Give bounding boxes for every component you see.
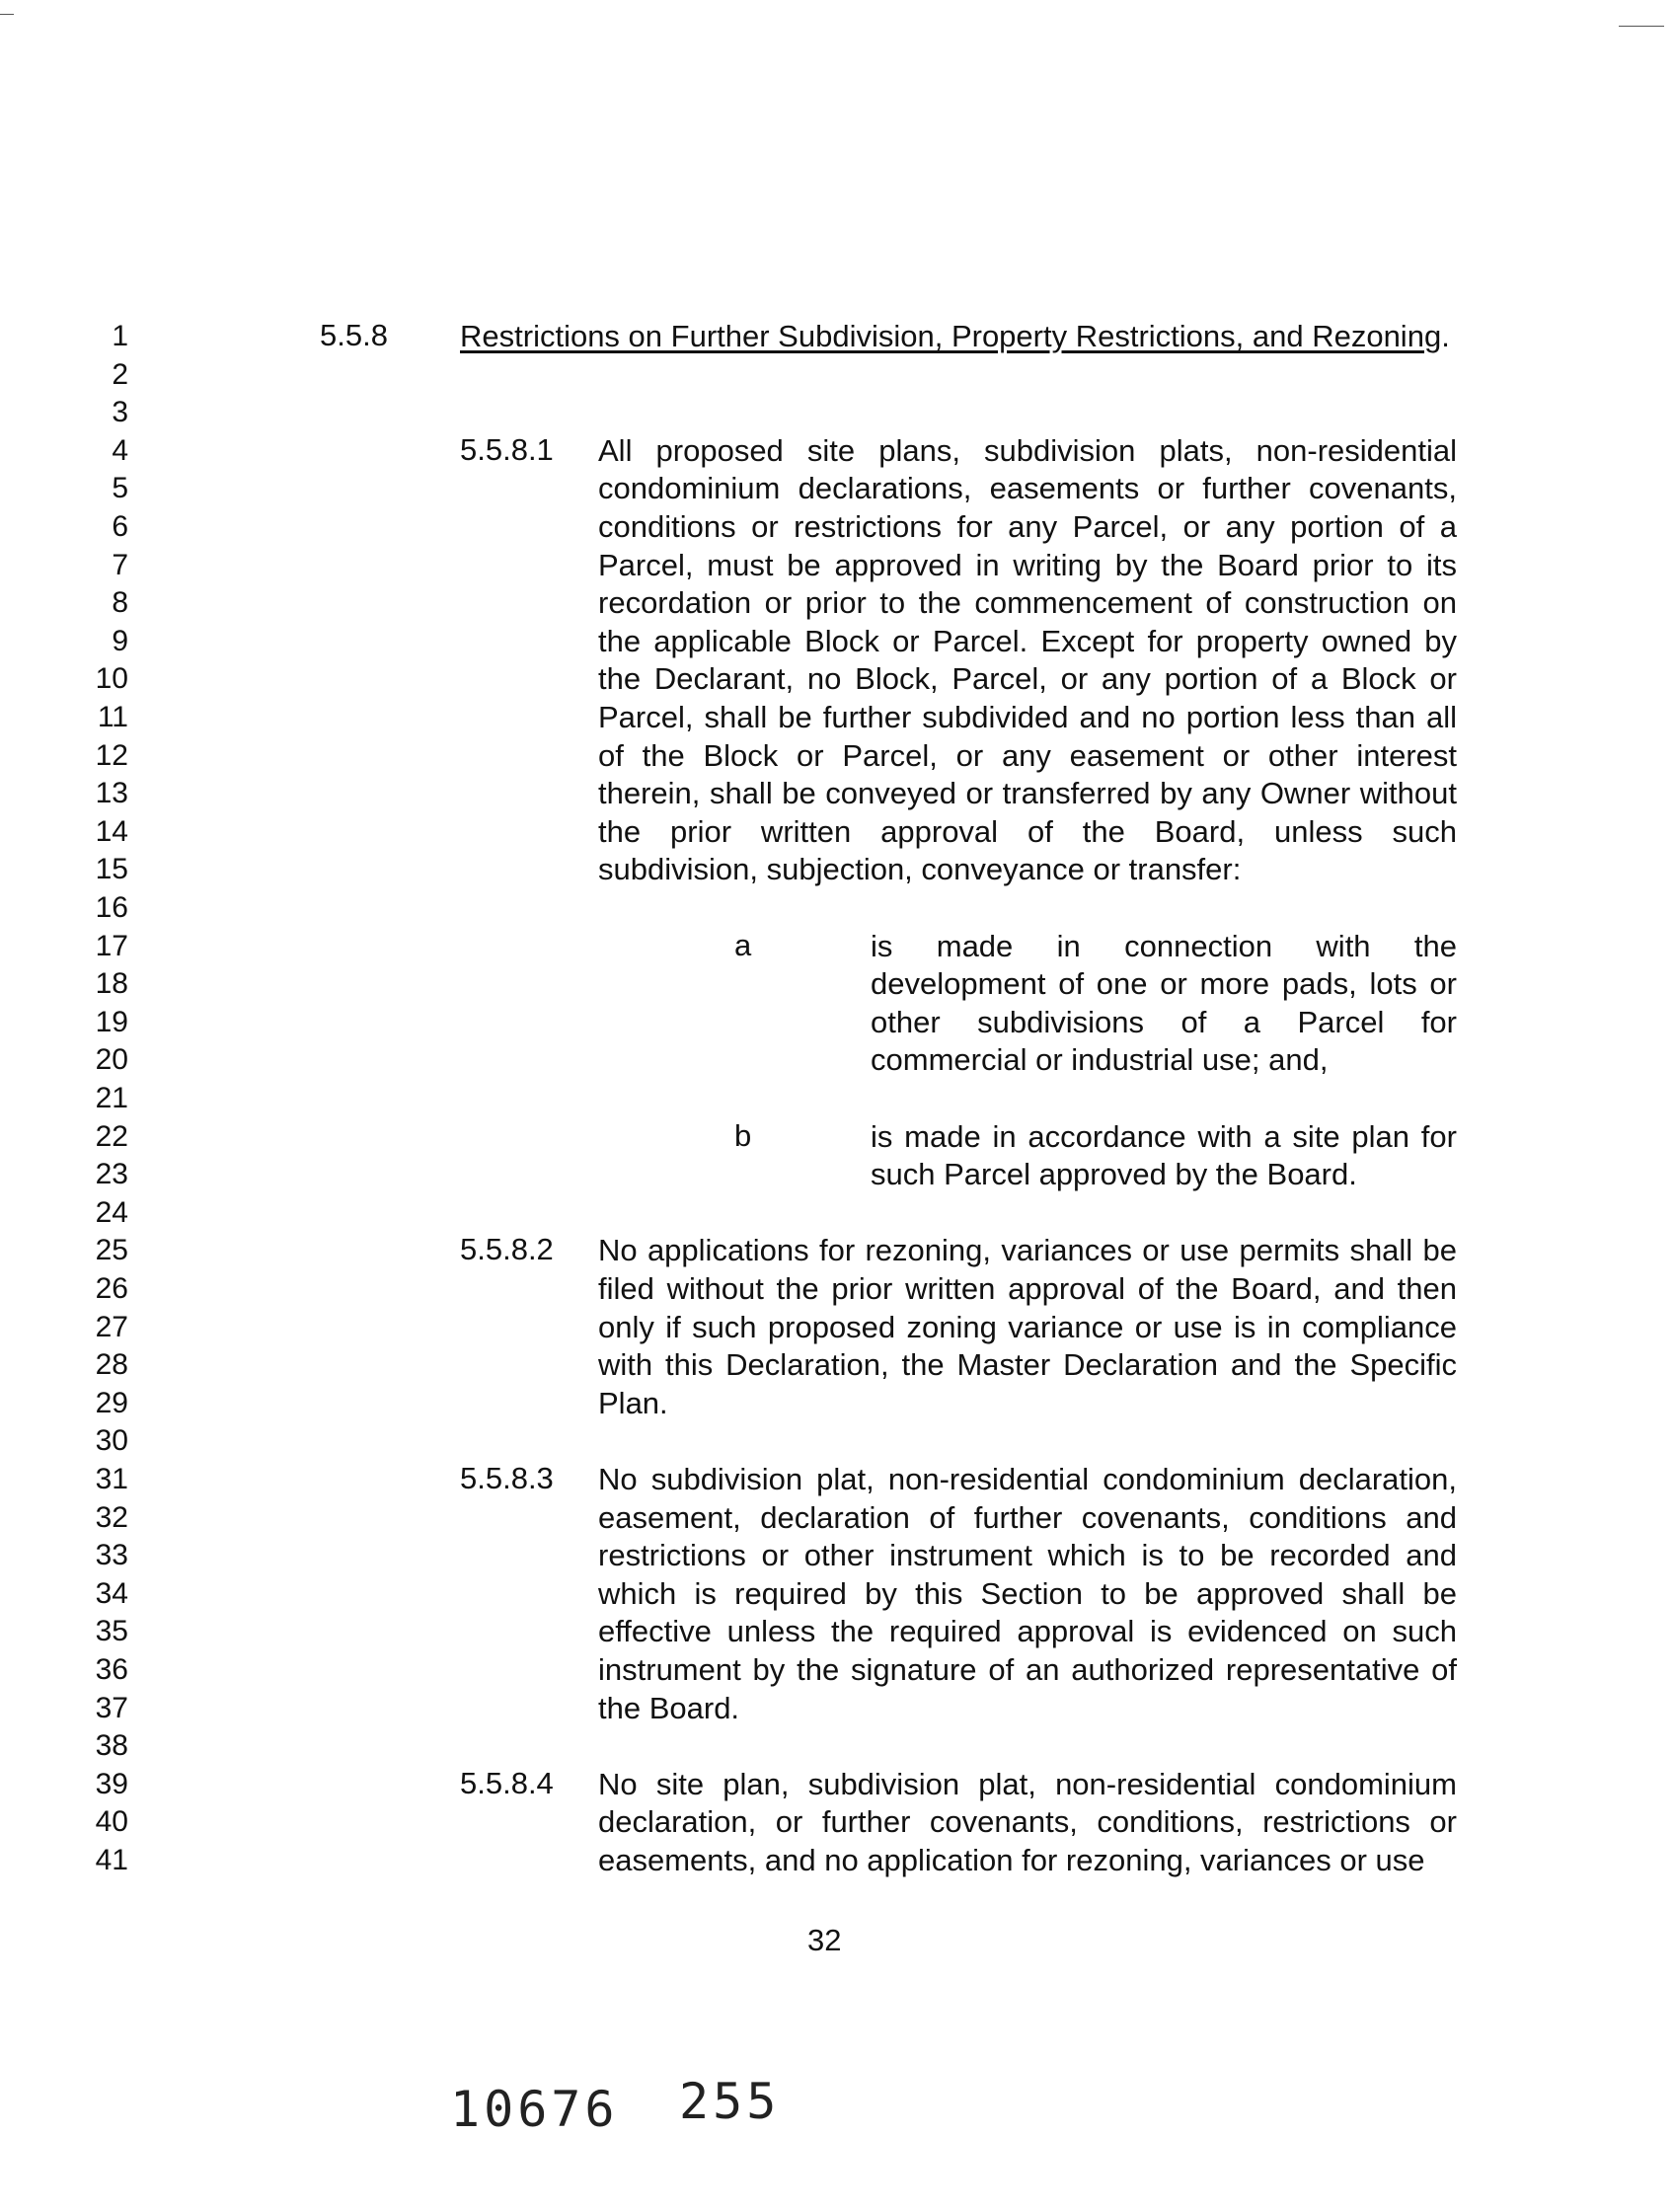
scan-edge-mark-right [1619,26,1664,27]
line-number: 12 [95,738,128,772]
subsection-text: All proposed site plans, subdivision plats, non-residential condominium declarations, easements or further covenants, conditions or restrictions for any Parcel, or any portion of a Parcel, must be approved in writing by the Board prior to its recordation or prior to the commencement of construction on the applicable Block or Parcel. Except for property owned by the Declarant, no Block, Parcel, or any portion of a Block or Parcel, shall be further subdivided and no portion less than all of the Block or Parcel, or any easement or other interest therein, shall be conveyed or transferred by any Owner without the prior written approval of the Board, unless such subdivision, subjection, conveyance or transfer: [598,432,1457,887]
line-number: 24 [95,1195,128,1229]
line-number: 31 [95,1463,128,1495]
line-number: 41 [95,1844,128,1876]
line-number: 26 [95,1272,128,1305]
line-number: 11 [97,701,128,733]
line-number: 34 [95,1576,128,1610]
line-number: 30 [95,1424,128,1458]
line-number: 33 [95,1539,128,1572]
subsection-number: 5.5.8.4 [460,1765,554,1800]
line-number: 6 [112,510,128,543]
line-number: 36 [95,1653,128,1686]
line-number: 27 [95,1310,128,1343]
line-number: 9 [112,624,128,657]
list-item-text: is made in connection with the development of one or more pads, lots or other subdivisions of a Parcel for commercial or industrial use; and, [871,928,1457,1078]
line-number: 8 [112,586,128,620]
recording-stamp-book: 10676 [450,2081,619,2138]
line-number: 28 [95,1348,128,1382]
line-number: 23 [95,1158,128,1191]
section-heading [460,318,1457,356]
line-number: 39 [95,1767,128,1800]
line-number: 37 [95,1691,128,1724]
line-number: 35 [95,1615,128,1648]
line-number: 32 [95,1500,128,1534]
line-number: 5 [112,472,128,505]
subsection-text: No site plan, subdivision plat, non-residential condominium declaration, or further covenants, conditions, restrictions or easements, and no application for rezoning, variances or use [598,1766,1457,1877]
line-number: 38 [95,1729,128,1763]
section-title-end: . [1441,319,1450,353]
line-number: 20 [95,1043,128,1077]
line-number: 15 [95,853,128,886]
scan-edge-mark-left [0,14,14,15]
recording-stamp-page: 255 [679,2073,781,2130]
subsection-text: No applications for rezoning, variances or use permits shall be filed without the prior written approval of the Board, and then only if such proposed zoning variance or use is in compliance with this Declaration, the Master Declaration and the Specific Plan. [598,1233,1457,1420]
line-number: 17 [95,929,128,962]
page-number: 32 [807,1923,842,1957]
line-number: 21 [95,1082,128,1114]
line-number: 1 [112,320,128,352]
line-number: 4 [112,433,128,467]
list-item-letter: b [734,1117,752,1153]
line-number: 7 [112,548,128,581]
line-number: 16 [95,891,128,924]
line-number: 22 [95,1119,128,1153]
line-number: 10 [95,662,128,696]
list-item-letter: a [734,927,752,962]
subsection-number: 5.5.8.3 [460,1461,554,1495]
line-number: 14 [95,814,128,848]
line-number: 3 [112,396,128,429]
line-number: 40 [95,1805,128,1839]
line-number: 18 [95,967,128,1001]
section-title: Restrictions on Further Subdivision, Property Restrictions, and Rezoning [460,319,1442,353]
subsection-number: 5.5.8.2 [460,1232,554,1266]
line-number: 13 [95,777,128,810]
line-number: 19 [95,1005,128,1038]
line-number: 25 [95,1234,128,1267]
line-number: 29 [95,1386,128,1419]
section-number: 5.5.8 [320,318,388,352]
subsection-number: 5.5.8.1 [460,432,554,467]
subsection-text: No subdivision plat, non-residential condominium declaration, easement, declaration of further covenants, conditions and restrictions or other instrument which is to be recorded and which is required by this Section to be approved shall be effective unless the required approval is evidenced on such instrument by the signature of an authorized representative of the Board. [598,1462,1457,1725]
list-item-text: is made in accordance with a site plan for such Parcel approved by the Board. [871,1118,1457,1192]
line-number: 2 [112,357,128,391]
